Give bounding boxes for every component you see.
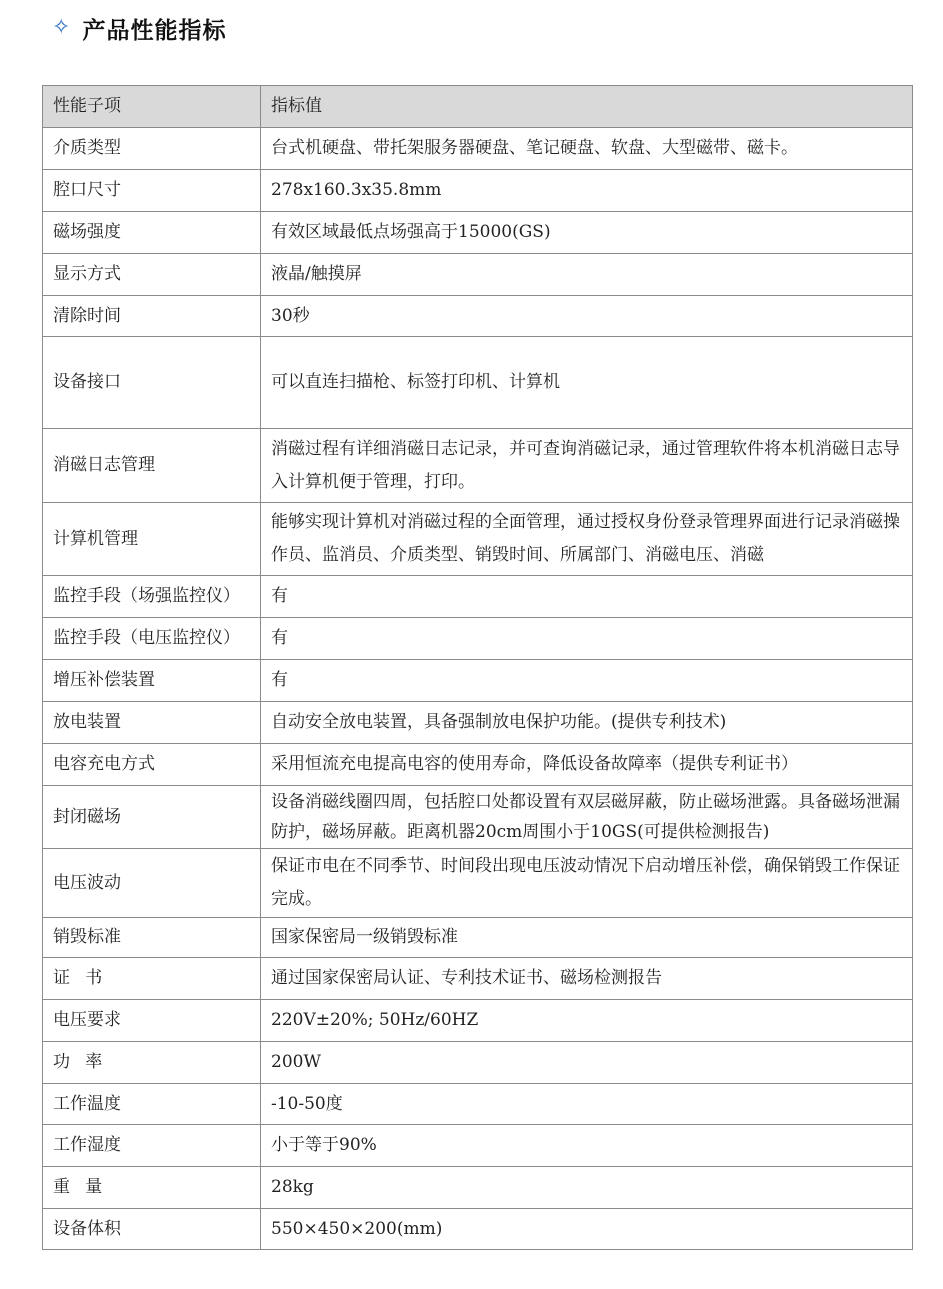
row-label: 设备体积 — [43, 1209, 261, 1250]
row-label: 证书 — [43, 958, 261, 1000]
table-row — [43, 170, 913, 212]
table-row — [43, 1209, 913, 1250]
row-label: 销毁标准 — [43, 918, 261, 958]
table-row — [43, 254, 913, 296]
table-row — [43, 958, 913, 1000]
row-label: 封闭磁场 — [43, 786, 261, 849]
table-row — [43, 918, 913, 958]
row-label: 消磁日志管理 — [43, 429, 261, 503]
row-value: 有 — [261, 660, 913, 702]
row-label: 工作湿度 — [43, 1125, 261, 1167]
row-label: 增压补偿装置 — [43, 660, 261, 702]
row-value: 28kg — [261, 1167, 913, 1209]
row-value: 550×450×200(mm) — [261, 1209, 913, 1250]
table-row — [43, 744, 913, 786]
row-label: 电容充电方式 — [43, 744, 261, 786]
row-label: 清除时间 — [43, 296, 261, 337]
table-row — [43, 1042, 913, 1084]
row-value — [261, 503, 913, 576]
row-value-text: 能够实现计算机对消磁过程的全面管理，通过授权身份登录管理界面进行记录消磁操作员、监消员、介质类型、销毁时间、所属部门、消磁电压、消磁 — [271, 512, 900, 565]
column-header-item: 性能子项 — [43, 86, 261, 128]
row-value: 220V±20%; 50Hz/60HZ — [261, 1000, 913, 1042]
table-row — [43, 786, 913, 849]
row-label: 监控手段（电压监控仪） — [43, 618, 261, 660]
table-header-row — [43, 86, 913, 128]
row-value: -10-50度 — [261, 1084, 913, 1125]
row-label: 电压波动 — [43, 849, 261, 918]
table-row — [43, 1084, 913, 1125]
table-row — [43, 503, 913, 576]
table-row — [43, 660, 913, 702]
table-row — [43, 128, 913, 170]
sparkle-icon: ✧ — [52, 15, 71, 40]
row-value: 消磁过程有详细消磁日志记录，并可查询消磁记录，通过管理软件将本机消磁日志导入计算机便于管理，打印。 — [261, 429, 913, 503]
row-label: 工作温度 — [43, 1084, 261, 1125]
row-label: 腔口尺寸 — [43, 170, 261, 212]
row-label: 介质类型 — [43, 128, 261, 170]
row-value: 液晶/触摸屏 — [261, 254, 913, 296]
table-row — [43, 1167, 913, 1209]
row-value: 200W — [261, 1042, 913, 1084]
table-row — [43, 337, 913, 429]
table-row — [43, 618, 913, 660]
row-value: 台式机硬盘、带托架服务器硬盘、笔记硬盘、软盘、大型磁带、磁卡。 — [261, 128, 913, 170]
row-value: 自动安全放电装置，具备强制放电保护功能。(提供专利技术) — [261, 702, 913, 744]
row-label: 计算机管理 — [43, 503, 261, 576]
row-value: 30秒 — [261, 296, 913, 337]
table-row — [43, 429, 913, 503]
table-row — [43, 1000, 913, 1042]
row-label: 功率 — [43, 1042, 261, 1084]
row-value: 国家保密局一级销毁标准 — [261, 918, 913, 958]
row-value: 有 — [261, 618, 913, 660]
row-value: 通过国家保密局认证、专利技术证书、磁场检测报告 — [261, 958, 913, 1000]
section-title: 产品性能指标 — [82, 17, 227, 44]
row-label: 显示方式 — [43, 254, 261, 296]
row-label: 重量 — [43, 1167, 261, 1209]
table-row — [43, 212, 913, 254]
section-header — [52, 10, 226, 46]
row-label: 磁场强度 — [43, 212, 261, 254]
column-header-value: 指标值 — [261, 86, 913, 128]
table-row — [43, 576, 913, 618]
spec-table — [42, 85, 913, 1250]
row-label: 放电装置 — [43, 702, 261, 744]
table-row — [43, 849, 913, 918]
table-row — [43, 702, 913, 744]
row-value: 可以直连扫描枪、标签打印机、计算机 — [261, 337, 913, 429]
table-row — [43, 296, 913, 337]
row-value: 小于等于90% — [261, 1125, 913, 1167]
row-value: 有 — [261, 576, 913, 618]
row-value: 有效区域最低点场强高于15000(GS) — [261, 212, 913, 254]
row-label: 电压要求 — [43, 1000, 261, 1042]
row-value: 设备消磁线圈四周，包括腔口处都设置有双层磁屏蔽，防止磁场泄露。具备磁场泄漏防护，磁场屏蔽。距离机器20cm周围小于10GS(可提供检测报告) — [261, 786, 913, 849]
row-value: 278x160.3x35.8mm — [261, 170, 913, 212]
row-label: 监控手段（场强监控仪） — [43, 576, 261, 618]
table-row — [43, 1125, 913, 1167]
row-label: 设备接口 — [43, 337, 261, 429]
row-value: 采用恒流充电提高电容的使用寿命，降低设备故障率（提供专利证书） — [261, 744, 913, 786]
row-value: 保证市电在不同季节、时间段出现电压波动情况下启动增压补偿，确保销毁工作保证完成。 — [261, 849, 913, 918]
